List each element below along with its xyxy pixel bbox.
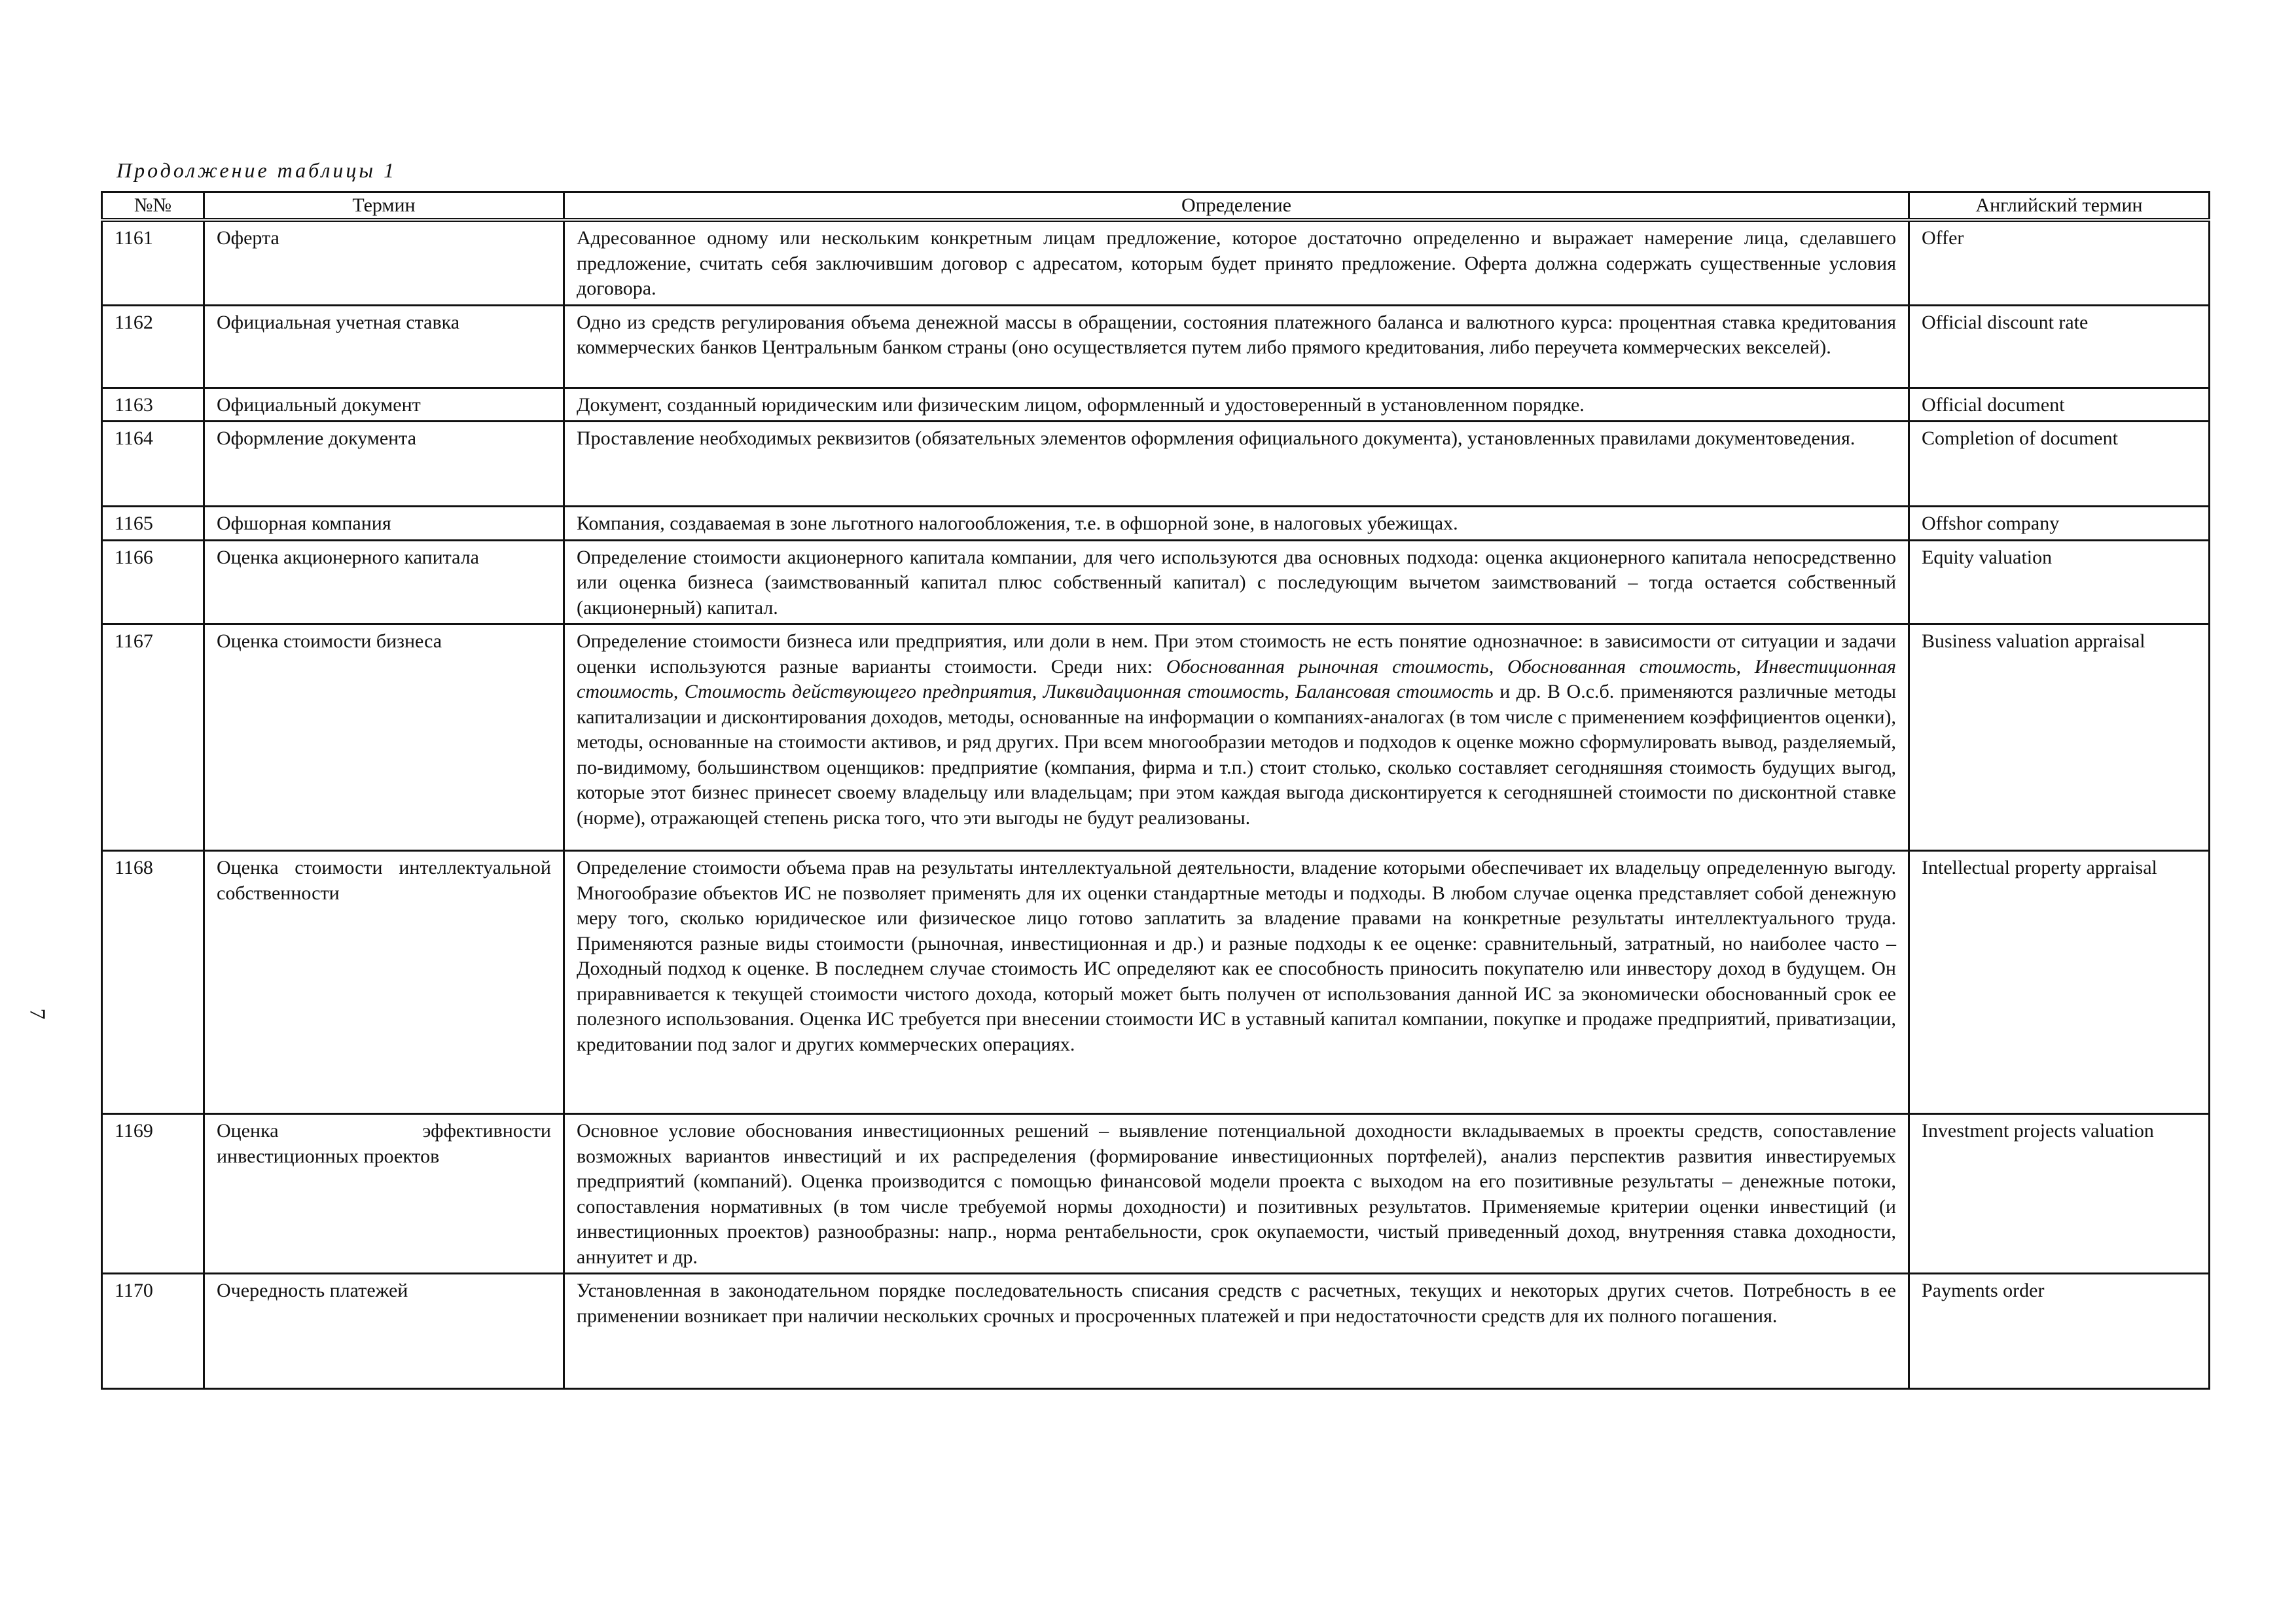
header-number: №№ [102, 192, 204, 221]
row-english-term: Offshor company [1909, 507, 2210, 541]
row-definition: Основное условие обоснования инвестиционных решений – выявление потенциальной доходности вкладываемых в проекты средств, сопоставление возможных вариантов инвестиций и их распределения (формирование инвестиционных портфелей), анализ перспектив развития инвестируемых предприятий (компаний). Оценка производится с помощью финансовой модели проекта с выходом на его позитивные результаты – денежные потоки, сопоставления нормативных (в том числе требуемой нормы доходности) и позитивных результатов. Применяемые критерии оценки инвестиций (и инвестиционных проектов) разнообразны: напр., норма рентабельности, срок окупаемости, чистый приведенный доход, внутренняя ставка доходности, аннуитет и др. [564, 1114, 1909, 1274]
row-term: Оценка стоимости бизнеса [204, 624, 564, 851]
table-header-row [102, 192, 2210, 221]
row-number: 1167 [102, 624, 204, 851]
row-definition: Адресованное одному или нескольким конкретным лицам предложение, которое достаточно определенно и выражает намерение лица, сделавшего предложение, считать себя заключившим договор с адресатом, которым будет принято предложение. Оферта должна содержать существенные условия договора. [564, 220, 1909, 305]
row-definition: Определение стоимости объема прав на результаты интеллектуальной деятельности, владение которыми обеспечивает их владельцу определенную выгоду. Многообразие объектов ИС не позволяет применять для их оценки стандартные методы и подходы. В любом случае оценка представляет собой денежную меру того, сколько юридическое или физическое лицо готово заплатить за владение правами на конкретные результаты интеллектуального труда. Применяются разные виды стоимости (рыночная, инвестиционная и др.) и разные подходы к ее оценке: сравнительный, затратный, но наиболее часто – Доходный подход к оценке. В последнем случае стоимость ИС определяют как ее способность приносить покупателю или инвестору доход в будущем. Он приравнивается к текущей стоимости чистого дохода, который может быть получен от использования данной ИС за экономически обоснованный срок ее полезного использования. Оценка ИС требуется при внесении стоимости ИС в уставный капитал компании, покупке и продаже предприятий, приватизации, кредитовании под залог и других коммерческих операциях. [564, 851, 1909, 1114]
row-number: 1168 [102, 851, 204, 1114]
table-row [102, 507, 2210, 541]
row-term: Официальная учетная ставка [204, 305, 564, 388]
table-row [102, 624, 2210, 851]
row-number: 1163 [102, 388, 204, 422]
table-row [102, 388, 2210, 422]
row-number: 1165 [102, 507, 204, 541]
table-row [102, 540, 2210, 624]
row-definition: Одно из средств регулирования объема денежной массы в обращении, состояния платежного баланса и валютного курса: процентная ставка кредитования коммерческих банков Центральным банком страны (оно осуществляется путем либо прямого кредитования, либо переучета коммерческих векселей). [564, 305, 1909, 388]
row-definition: Документ, созданный юридическим или физическим лицом, оформленный и удостоверенный в установленном порядке. [564, 388, 1909, 422]
row-term: Оферта [204, 220, 564, 305]
header-english-term: Английский термин [1909, 192, 2210, 221]
row-english-term: Payments order [1909, 1274, 2210, 1389]
table-caption: Продолжение таблицы 1 [117, 158, 397, 182]
glossary-table [101, 191, 2210, 1390]
row-english-term: Business valuation appraisal [1909, 624, 2210, 851]
table-row [102, 1274, 2210, 1389]
table-row [102, 851, 2210, 1114]
table-row [102, 422, 2210, 507]
header-term: Термин [204, 192, 564, 221]
row-term: Оценка стоимости интеллектуальной собственности [204, 851, 564, 1114]
row-term: Офшорная компания [204, 507, 564, 541]
row-number: 1162 [102, 305, 204, 388]
table-row [102, 305, 2210, 388]
row-english-term: Equity valuation [1909, 540, 2210, 624]
row-term: Оформление документа [204, 422, 564, 507]
row-definition: Определение стоимости акционерного капитала компании, для чего используются два основных подхода: оценка акционерного капитала непосредственно или оценка бизнеса (заимствованный капитал плюс собственный капитал) с последующим вычетом заимствований – тогда остается собственный (акционерный) капитал. [564, 540, 1909, 624]
table-row [102, 1114, 2210, 1274]
row-english-term: Investment projects valuation [1909, 1114, 2210, 1274]
header-definition: Определение [564, 192, 1909, 221]
table-row [102, 220, 2210, 305]
row-english-term: Official document [1909, 388, 2210, 422]
row-term: Оценка акционерного капитала [204, 540, 564, 624]
row-english-term: Completion of document [1909, 422, 2210, 507]
page-number: 7 [25, 1008, 50, 1020]
row-definition: Установленная в законодательном порядке последовательность списания средств с расчетных, текущих и некоторых других счетов. Потребность в ее применении возникает при наличии нескольких срочных и просроченных платежей и при недостаточности средств для их полного погашения. [564, 1274, 1909, 1389]
row-definition [564, 624, 1909, 851]
definition-rest-text: и др. В О.с.б. применяются различные методы капитализации и дисконтирования доходов, методы, основанные на информации о компаниях-аналогах (в том числе с применением коэффициентов оценки), методы, основанные на стоимости активов, и ряд других. При всем многообразии методов и подходов к оценке можно сформулировать вывод, разделяемый, по-видимому, большинством оценщиков: предприятие (компания, фирма и т.п.) стоит столько, сколько составляет сегодняшняя стоимость будущих выгод, которые этот бизнес принесет своему владельцу или владельцам; при этом каждая выгода дисконтируется к сегодняшней стоимости по дисконтной ставке (норме), отражающей степень риска того, что эти выгоды не будут реализованы. [577, 681, 1896, 829]
row-number: 1161 [102, 220, 204, 305]
row-number: 1164 [102, 422, 204, 507]
row-english-term: Official discount rate [1909, 305, 2210, 388]
row-number: 1169 [102, 1114, 204, 1274]
row-term: Оценка эффективности инвестиционных проектов [204, 1114, 564, 1274]
row-term: Очередность платежей [204, 1274, 564, 1389]
row-term: Официальный документ [204, 388, 564, 422]
row-number: 1166 [102, 540, 204, 624]
row-definition: Проставление необходимых реквизитов (обязательных элементов оформления официального документа), установленных правилами документоведения. [564, 422, 1909, 507]
row-definition: Компания, создаваемая в зоне льготного налогообложения, т.е. в офшорной зоне, в налоговых убежищах. [564, 507, 1909, 541]
row-number: 1170 [102, 1274, 204, 1389]
row-english-term: Offer [1909, 220, 2210, 305]
definition-italic-value-types: Обоснованная рыночная стоимость, Обоснованная стоимость, Инвестиционная стоимость, Стоимость действующего предприятия, Ликвидационная стоимость, Балансовая стоимость [577, 655, 1896, 702]
definition-intro-text: Определение стоимости бизнеса или предприятия, или доли в нем. При этом стоимость не есть понятие однозначное: в зависимости от ситуации и задачи оценки используются разные варианты стоимости. Среди них: [577, 630, 1896, 677]
row-english-term: Intellectual property appraisal [1909, 851, 2210, 1114]
